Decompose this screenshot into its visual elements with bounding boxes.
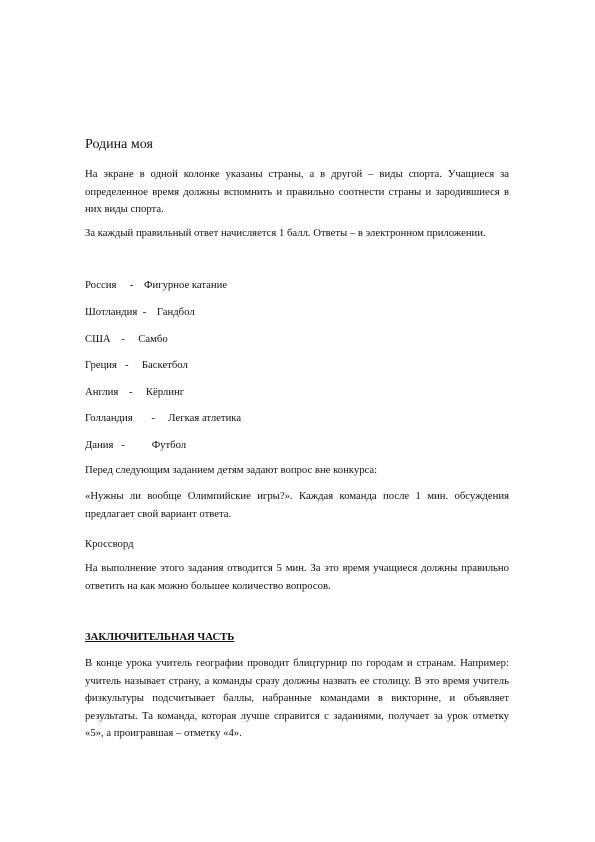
country-name: Шотландия [85,306,138,318]
intro-paragraph: На экране в одной колонке указаны страны, а в другой – виды спорта. Учащиеся за определенное время должны вспомнить и правильно соотнести страны и зародившиеся в них виды спорта. [85,168,509,215]
country-sport-pair [85,306,195,318]
sport-name: Самбо [138,333,168,345]
crossword-paragraph: На выполнение этого задания отводится 5 мин. За это время учащиеся должны правильно ответить на как можно большее количество вопросов. [85,562,509,592]
sport-name: Гандбол [156,306,195,318]
pair-separator: - [116,359,142,371]
pair-separator: - [137,306,157,318]
sport-name: Баскетбол [141,359,188,371]
country-name: Голландия [85,412,133,424]
country-sport-pair [85,386,184,398]
country-name: Англия [85,386,119,398]
question-intro: Перед следующим заданием детям задают вопрос вне конкурса: [85,464,378,476]
country-name: Греция [85,359,117,371]
sport-name: Кёрлинг [145,386,185,398]
pair-separator: - [118,386,146,398]
country-sport-pair [85,333,168,345]
page-heading: Родина моя [85,137,153,152]
question-paragraph: «Нужны ли вообще Олимпийские игры?». Каждая команда после 1 мин. обсуждения предлагает свой вариант ответа. [85,490,509,520]
country-name: США [85,333,111,345]
country-sport-pair [85,279,227,291]
country-name: Россия [85,279,117,291]
sport-name: Фигурное катание [144,279,228,291]
pair-separator: - [116,279,145,291]
final-section-title: ЗАКЛЮЧИТЕЛЬНАЯ ЧАСТЬ [85,631,235,643]
country-name: Дания [85,439,114,451]
scoring-paragraph: За каждый правильный ответ начисляется 1 балл. Ответы – в электронном приложении. [85,227,486,239]
country-sport-pair [85,359,188,371]
pair-separator: - [132,412,169,424]
pair-separator: - [110,333,139,345]
sport-name: Футбол [151,439,187,451]
country-sport-pair [85,412,241,424]
final-paragraph: В конце урока учитель географии проводит блицтурнир по городам и странам. Например: учитель называет страну, а команды сразу должны назвать ее столицу. В это время учитель физкультуры подсчитывает баллы, набранные командами в викторине, и объявляет результаты. Та команда, которая лучше справится с заданиями, получает за урок отметку «5», а проигравшая – отметку «4». [85,657,509,739]
sport-name: Легкая атлетика [168,412,242,424]
pair-separator: - [113,439,152,451]
country-sport-pair [85,439,186,451]
crossword-title: Кроссворд [85,538,134,550]
